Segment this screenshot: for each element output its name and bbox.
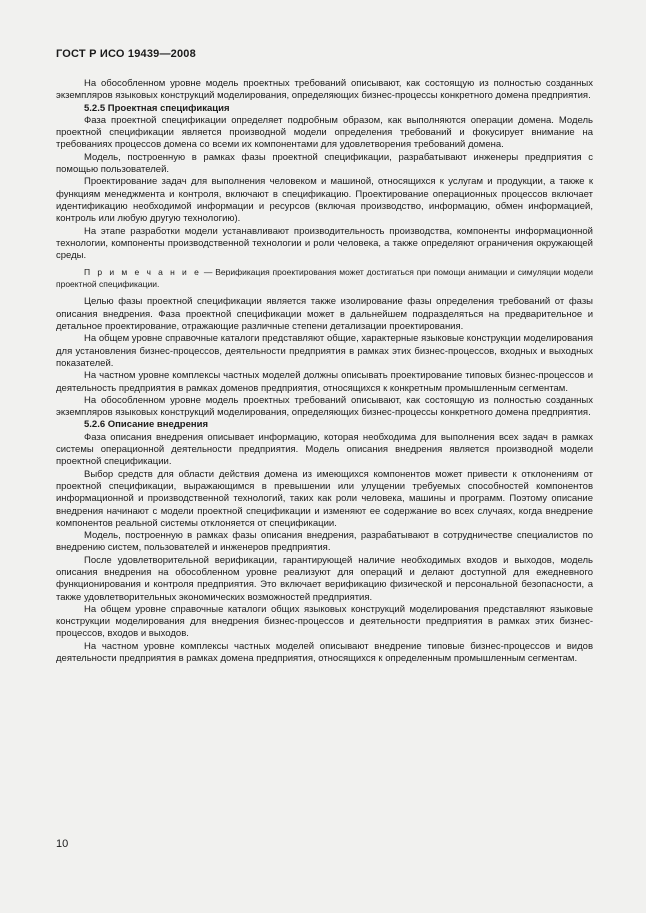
section-heading-5-2-5: 5.2.5 Проектная спецификация: [84, 102, 230, 114]
paragraph: Фаза проектной спецификации определяет подробным образом, как выполняются операции домена. Модель проектной спецификации является производной модели определения требований и фокусирует внимание на требованиях процессов домена со всеми их компонентами для удовлетворения требований домена.: [56, 114, 593, 151]
document-header: ГОСТ Р ИСО 19439—2008: [56, 48, 196, 60]
paragraph: На обособленном уровне модель проектных требований описывают, как состоящую из полностью созданных экземпляров языковых конструкций моделирования, определяющих бизнес-процессы конкретного домена предприятия.: [56, 394, 593, 419]
page-number: 10: [56, 838, 69, 850]
document-body: [56, 78, 593, 665]
paragraph: Выбор средств для области действия домена из имеющихся компонентов может привести к отклонениям от проектной спецификации, выражающимся в превышении или улущении требуемых способностей компонентов информационной и производственной технологий, таких как роли человека, машины и программ. Поэтому описание внедрения начинают с модели проектной спецификации и изменяют ее содержание во всех случаях, когда внедрение компонентов реальной системы отклоняется от спецификации.: [56, 468, 593, 529]
note: [56, 267, 593, 290]
section-heading-5-2-6: 5.2.6 Описание внедрения: [84, 419, 209, 431]
paragraph: После удовлетворительной верификации, гарантирующей наличие необходимых входов и выходов, модель описания внедрения на обособленном уровне реализуют для операций и делают доступной для ежедневного функционирования и контроля предприятия. Это включает верификацию физической и персональной безопасности, а также удовлетворительных экономических возможностей предприятия.: [56, 554, 593, 603]
paragraph: Целью фазы проектной спецификации является также изолирование фазы определения требований от фазы описания внедрения. Фаза проектной спецификации может в дальнейшем подразделяться на предварительное и детальное проектирование, отражающие различные степени детализации проектирования.: [56, 296, 593, 333]
paragraph: На частном уровне комплексы частных моделей должны описывать проектирование типовых бизнес-процессов и деятельность предприятия в рамках доменов предприятия, относящихся к конкретным промышленным сегментам.: [56, 370, 593, 394]
paragraph: На общем уровне справочные каталоги общих языковых конструкций моделирования представляют языковые конструкции моделирования для внедрения бизнес-процессов и деятельности предприятия в рамках этих бизнес-процессов, входов и выходов.: [56, 603, 593, 640]
paragraph: Проектирование задач для выполнения человеком и машиной, относящихся к услугам и продукции, а также к функциям менеджмента и контроля, включают в спецификацию. Проектирование операционных процессов включает идентификацию необходимой информации и ресурсов (включая производство, информацию, обмен информацией, контроль или любую другую технологию).: [56, 176, 593, 225]
paragraph: На общем уровне справочные каталоги представляют общие, характерные языковые конструкции моделирования для установления бизнес-процессов, деятельности предприятия в рамках этих бизнес-процессов, входных и выходных показателей.: [56, 333, 593, 369]
note-label: П р и м е ч а н и е: [84, 267, 201, 278]
paragraph: Фаза описания внедрения описывает информацию, которая необходима для выполнения всех задач в рамках системы операционной деятельности предприятия. Модель описания внедрения является производной модели проектной спецификации.: [56, 431, 593, 468]
paragraph: На обособленном уровне модель проектных требований описывают, как состоящую из полностью созданных экземпляров языковых конструкций моделирования, определяющих бизнес-процессы конкретного домена предприятия.: [56, 78, 593, 102]
note-text: — Верификация проектирования может достигаться при помощи анимации и симуляции модели проектной спецификации.: [56, 267, 593, 289]
paragraph: Модель, построенную в рамках фазы описания внедрения, разрабатывают в сотрудничестве специалистов по внедрению систем, пользователей и инженеров предприятия.: [56, 530, 593, 554]
paragraph: Модель, построенную в рамках фазы проектной спецификации, разрабатывают инженеры предприятия с помощью пользователей.: [56, 151, 593, 176]
paragraph: На этапе разработки модели устанавливают производительность производства, компоненты информационной технологии, компоненты производственной технологии и роли человека, а также определяют ограничения окружающей среды.: [56, 225, 593, 262]
paragraph: На частном уровне комплексы частных моделей описывают внедрение типовые бизнес-процессов и видов деятельности предприятия в рамках домена предприятия, относящихся к определенным промышленным сегментам.: [56, 640, 593, 665]
